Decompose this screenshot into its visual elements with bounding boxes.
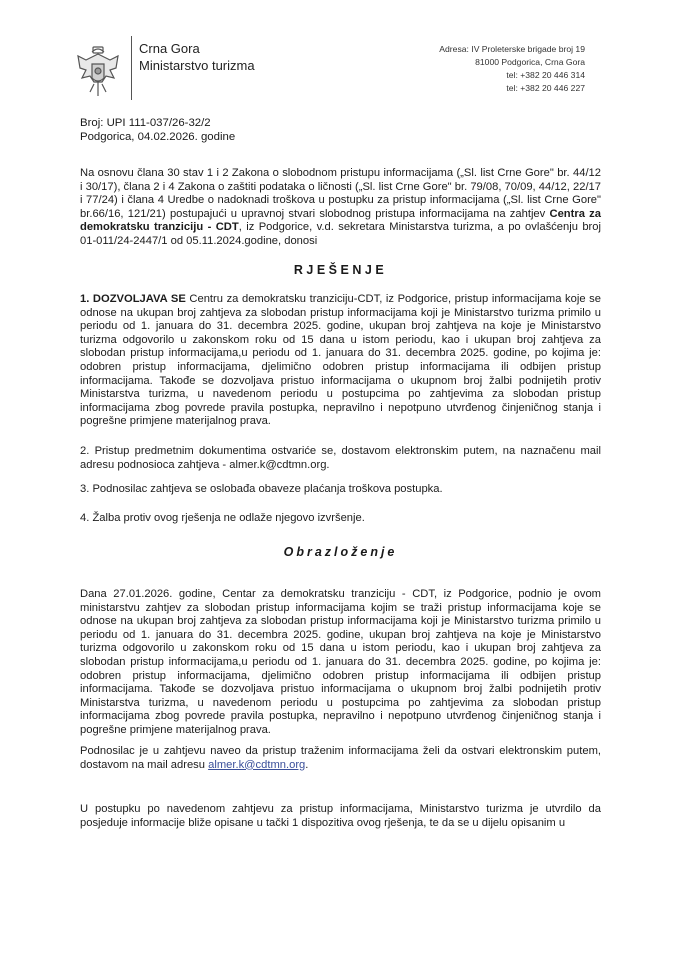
preamble — [80, 167, 601, 249]
decision-item-2 — [80, 445, 601, 472]
reasoning-paragraph-2 — [80, 745, 601, 772]
item-4-text: 4. Žalba protiv ovog rješenja ne odlaže njegovo izvršenje. — [80, 512, 365, 524]
place-date: Podgorica, 04.02.2026. godine — [80, 131, 236, 143]
preamble-text-end: , iz Podgorice, v.d. sekretara Ministarstva turizma, a po ovlašćenju broj 01-011/24-2447/1 od 05.11.2024.godine, donosi — [80, 221, 601, 247]
reasoning-para-3: U postupku po navedenom zahtjevu za pristup informacijama, Ministarstvo turizma je utvrdilo da posjeduje informacije bliže opisane u tački 1 dispozitiva ovog rješenja, te da se u dijelu opisanim u — [80, 803, 601, 829]
country-name: Crna Gora — [139, 41, 200, 56]
applicant-name: Centra za demokratsku tranziciju - CDT — [80, 207, 601, 234]
reasoning-para-2: Podnosilac je u zahtjevu naveo da pristup traženim informacijama želi da ostvari elektronskim putem, dostavom na mail adresu — [80, 745, 601, 771]
item-1-lead: 1. DOZVOLJAVA SE — [80, 293, 186, 305]
organization-name — [139, 40, 255, 74]
item-1-text: Centru za demokratsku tranziciju-CDT, iz Podgorice, pristup informacijama koje se odnose na ukupan broj zahtjeva za slobodan pristup informacijama koji je Ministarstvo turizma primilo u periodu od 1. januara do 31. decembra 2025. godine, ukupan broj zahtjeva na koje je Ministarstvo turizma odgovorilo u zakonskom roku od 15 dana u istom periodu, kao i ukupan broj zahtjeva za slobodan pristup informacijama,u periodu od 1. januara do 31. decembra 2025. godine, po kojima je: odobren pristup informacijama, djelimično odobren pristup informacijama ili odbijen pristup informacijama. Takođe se dozvoljava pristuo informacijama o ukupnom broj žalbi podnijetih protiv Ministarstva turizma, u navedenom periodu u postupcima po zahtjevima za slobodan pristup informacijama zbog povrede pravila postupka, nepravilno i nepotpuno utvrđenog činjeničnog stanja i pogrešne primjene materijalnog prava. — [80, 293, 601, 428]
ministry-name: Ministarstvo turizma — [139, 58, 255, 73]
reasoning-para-2-end: . — [305, 758, 309, 771]
item-3-text: 3. Podnosilac zahtjeva se oslobađa obaveze plaćanja troškova postupka. — [80, 483, 443, 495]
reasoning-paragraph-1 — [80, 588, 601, 738]
reasoning-paragraph-3 — [80, 803, 601, 830]
reasoning-heading: Obrazloženje — [283, 545, 398, 559]
decision-item-3 — [80, 483, 601, 497]
phone-2: tel: +382 20 446 227 — [506, 83, 585, 93]
header-divider — [131, 36, 132, 100]
address-line: Adresa: IV Proleterske brigade broj 19 — [439, 44, 585, 54]
reasoning-para-1: Dana 27.01.2026. godine, Centar za demokratsku tranziciju - CDT, iz Podgorice, podnio je ovom ministarstvu zahtjev za slobodan pristup informacijama kojim se traži pristup informacijama koje se odnose na ukupan broj zahtjeva za slobodan pristup informacijama koji je Ministarstvo turizma primilo u periodu od 1. januara do 31. decembra 2025. godine, ukupan broj zahtjeva na koje je Ministarstvo turizma odgovorilo u zakonskom roku od 15 dana u istom periodu, kao i ukupan broj zahtjeva za slobodan pristup informacijama,u periodu od 1. januara do 31. decembra 2025. godine, po kojima je: odobren pristup informacijama, djelimično odobren pristup informacijama ili odbijen pristup informacijama. Takođe se dozvoljava pristuo informacijama o ukupnom broj žalbi podnijetih protiv Ministarstva turizma, u navedenom periodu u postupcima po zahtjevima za slobodan pristup informacijama zbog povrede pravila postupka, nepravilno i nepotpuno utvrđenog činjeničnog stanja i pogrešne primjene materijalnog prava. — [80, 588, 601, 736]
decision-item-4 — [80, 512, 601, 526]
decision-item-1 — [80, 293, 601, 429]
address-city: 81000 Podgorica, Crna Gora — [475, 57, 585, 67]
preamble-text: Na osnovu člana 30 stav 1 i 2 Zakona o slobodnom pristupu informacijama („Sl. list Crne Gore" br. 44/12 i 30/17), člana 2 i 4 Zakona o zaštiti podataka o ličnosti („Sl. list Crne Gore" br. 79/08, 70/09, 44/12, 22/17 i 77/24) i člana 4 Uredbe o nadoknadi troškova u postupku za pristup informacijama („Sl. list Crne Gore" br.66/16, 121/21) postupajući u upravnoj stvari slobodnog pristupa informacijama na zahtjev — [80, 167, 601, 220]
phone-1: tel: +382 20 446 314 — [506, 70, 585, 80]
email-link[interactable]: almer.k@cdtmn.org — [208, 758, 306, 771]
item-2-text: 2. Pristup predmetnim dokumentima ostvariće se, dostavom elektronskim putem, na naznačenu mail adresu podnosioca zahtjeva - almer.k@cdtmn.org. — [80, 445, 601, 471]
reference-block — [80, 116, 235, 144]
coat-of-arms-icon — [72, 44, 124, 102]
address-block — [400, 43, 585, 95]
reference-number: Broj: UPI 111-037/26-32/2 — [80, 117, 211, 129]
decision-heading: RJEŠENJE — [293, 263, 388, 277]
